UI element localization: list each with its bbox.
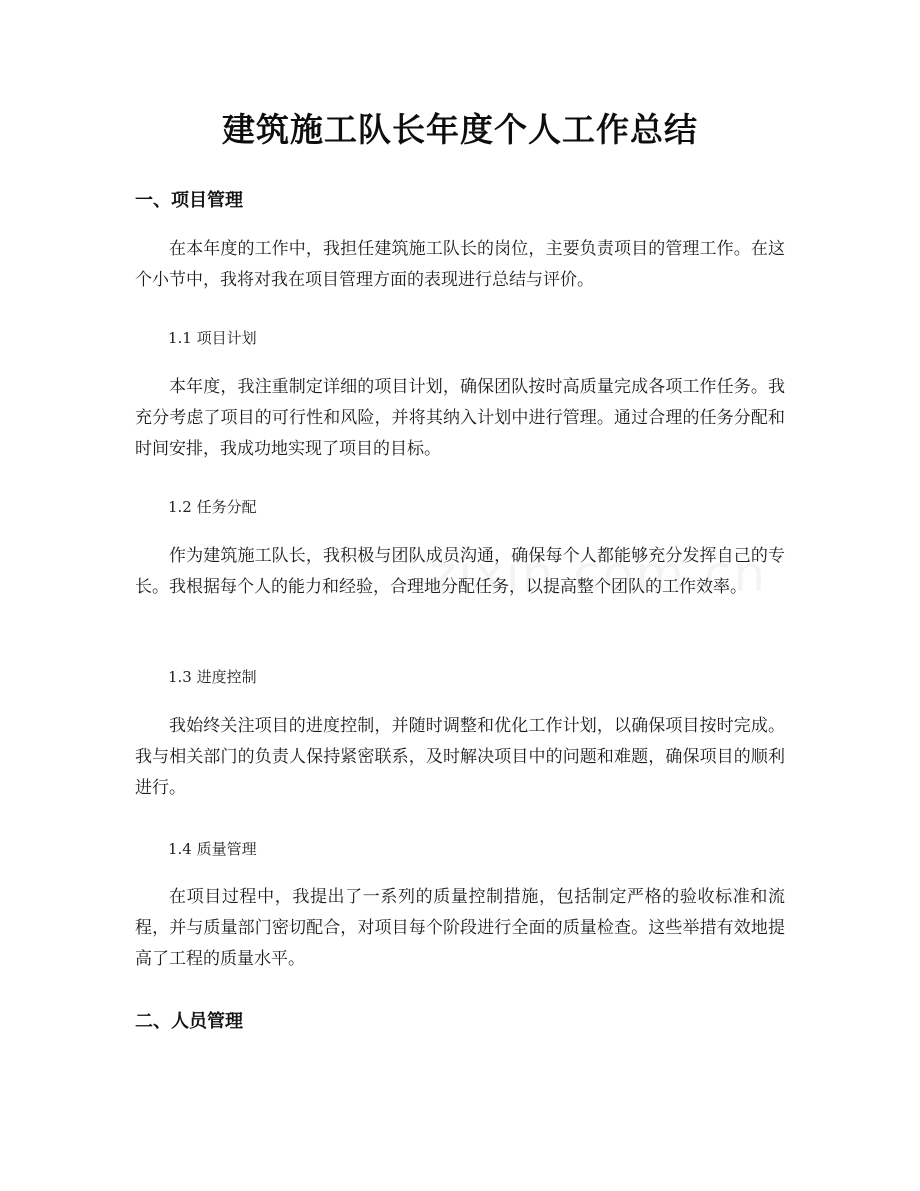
subsection-paragraph-quality-management: 在项目过程中，我提出了一系列的质量控制措施，包括制定严格的验收标准和流程，并与质量部门密切配合，对项目每个阶段进行全面的质量检查。这些举措有效地提高了工程的质量水平。 [135,887,785,969]
section-intro-paragraph: 在本年度的工作中，我担任建筑施工队长的岗位，主要负责项目的管理工作。在这个小节中，我将对我在项目管理方面的表现进行总结与评价。 [135,239,785,290]
subsection-heading-progress-control: 1.3 进度控制 [168,668,257,686]
page-title: 建筑施工队长年度个人工作总结 [222,110,698,149]
subsection-heading-task-assignment: 1.2 任务分配 [168,498,257,516]
subsection-paragraph-project-plan: 本年度，我注重制定详细的项目计划，确保团队按时高质量完成各项工作任务。我充分考虑了项目的可行性和风险，并将其纳入计划中进行管理。通过合理的任务分配和时间安排，我成功地实现了项目的目标。 [135,377,785,459]
subsection-heading-project-plan: 1.1 项目计划 [168,329,257,347]
section-heading-personnel-management: 二、人员管理 [135,1011,243,1032]
section-heading-project-management: 一、项目管理 [135,190,243,211]
subsection-heading-quality-management: 1.4 质量管理 [168,840,257,858]
subsection-paragraph-task-assignment: 作为建筑施工队长，我积极与团队成员沟通，确保每个人都能够充分发挥自己的专长。我根据每个人的能力和经验，合理地分配任务，以提高整个团队的工作效率。 [135,546,785,597]
subsection-paragraph-progress-control: 我始终关注项目的进度控制，并随时调整和优化工作计划，以确保项目按时完成。我与相关部门的负责人保持紧密联系，及时解决项目中的问题和难题，确保项目的顺利进行。 [135,716,785,798]
